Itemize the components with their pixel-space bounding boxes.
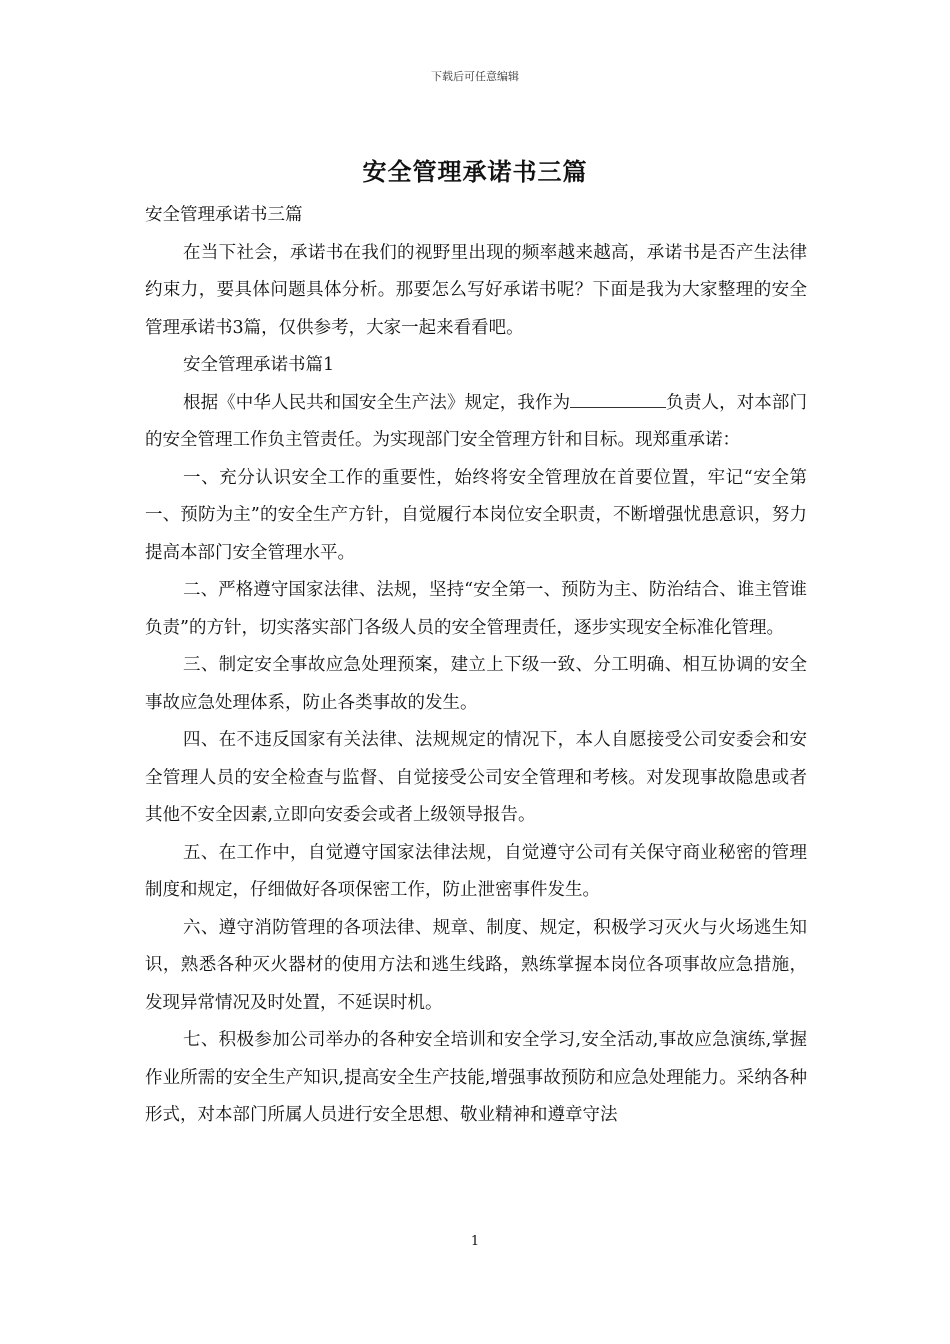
pledge-item: 五、在工作中，自觉遵守国家法律法规，自觉遵守公司有关保守商业秘密的管理制度和规定，仔细做好各项保密工作，防止泄密事件发生。 — [145, 842, 807, 900]
pledge-item: 三、制定安全事故应急处理预案，建立上下级一致、分工明确、相互协调的安全事故应急处理体系，防止各类事故的发生。 — [145, 655, 807, 713]
header-note: 下载后可任意编辑 — [431, 70, 519, 83]
pledge-paragraph — [145, 385, 807, 460]
pledge-text-before: 根据《中华人民共和国安全生产法》规定，我作为 — [183, 392, 571, 413]
page-number: 1 — [470, 1234, 480, 1249]
pledge-text-after: 负责人，对本部门的安全管理工作负主管责任。为实现部门安全管理方针和目标。现郑重承诺： — [145, 392, 808, 450]
fill-in-blank — [570, 389, 666, 408]
pledge-item: 七、积极参加公司举办的各种安全培训和安全学习,安全活动,事故应急演练,掌握作业所需的安全生产知识,提高安全生产技能,增强事故预防和应急处理能力。采纳各种形式，对本部门所属人员进行安全思想、敬业精神和遵章守法 — [145, 1030, 807, 1125]
document-title: 安全管理承诺书三篇 — [362, 158, 588, 186]
pledge-item: 四、在不违反国家有关法律、法规规定的情况下，本人自愿接受公司安委会和安全管理人员的安全检查与监督、自觉接受公司安全管理和考核。对发现事故隐患或者其他不安全因素,立即向安委会或者上级领导报告。 — [145, 730, 807, 825]
document-subtitle: 安全管理承诺书三篇 — [145, 205, 303, 225]
intro-paragraph: 在当下社会，承诺书在我们的视野里出现的频率越来越高，承诺书是否产生法律约束力，要具体问题具体分析。那要怎么写好承诺书呢？下面是我为大家整理的安全管理承诺书3篇，仅供参考，大家一起来看看吧。 — [145, 242, 807, 338]
document-body — [145, 197, 807, 1135]
pledge-item: 二、严格遵守国家法律、法规，坚持“安全第一、预防为主、防治结合、谁主管谁负责”的方针，切实落实部门各级人员的安全管理责任，逐步实现安全标准化管理。 — [145, 580, 807, 638]
pledge-item: 六、遵守消防管理的各项法律、规章、制度、规定，积极学习灭火与火场逃生知识，熟悉各种灭火器材的使用方法和逃生线路，熟练掌握本岗位各项事故应急措施，发现异常情况及时处置，不延误时机。 — [145, 917, 807, 1013]
section-heading: 安全管理承诺书篇1 — [183, 355, 335, 375]
pledge-item: 一、充分认识安全工作的重要性，始终将安全管理放在首要位置，牢记“安全第一、预防为主”的安全生产方针，自觉履行本岗位安全职责，不断增强忧患意识，努力提高本部门安全管理水平。 — [145, 467, 807, 563]
